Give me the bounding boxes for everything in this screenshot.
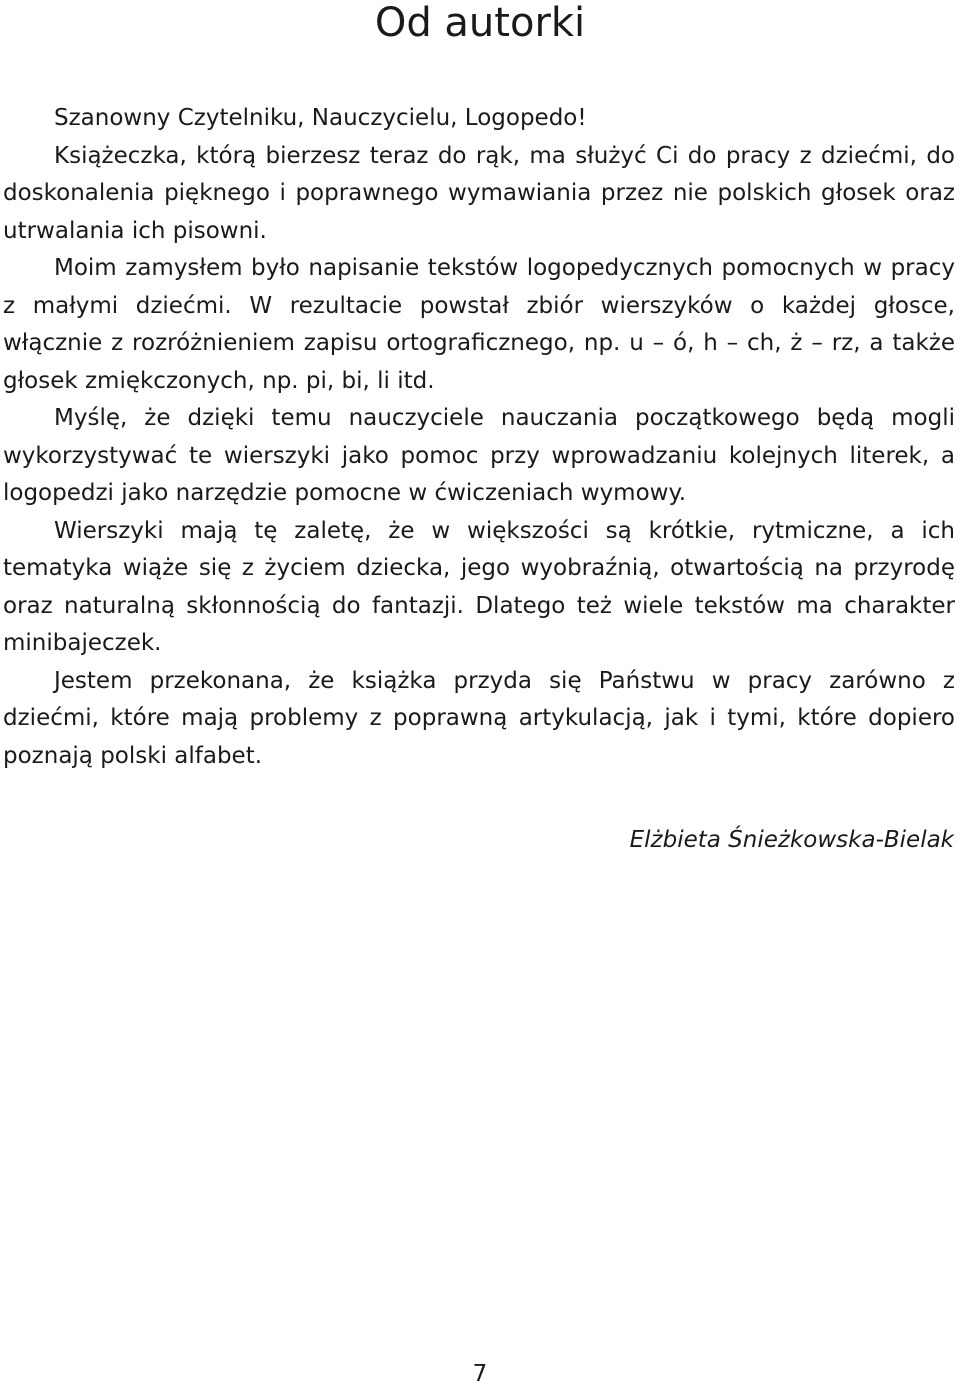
paragraph-intent: Moim zamysłem było napisanie tekstów logopedycznych pomocnych w pracy z małymi dziećmi. W rezultacie powstał zbiór wierszyków o każdej głosce, włącznie z rozróżnieniem zapisu ortograficznego, np. u – ó, h – ch, ż – rz, a także głosek zmiękczonych, np. pi, bi, li itd. bbox=[3, 255, 955, 394]
author-signature: Elżbieta Śnieżkowska-Bielak bbox=[629, 827, 954, 853]
paragraph-conclusion: Jestem przekonana, że książka przyda się Państwu w pracy zarówno z dziećmi, które mają problemy z poprawną artykulacją, jak i tymi, które dopiero poznają polski alfabet. bbox=[3, 667, 955, 769]
page-title: Od autorki bbox=[374, 0, 586, 46]
paragraph-advantages: Wierszyki mają tę zaletę, że w większości są krótkie, rytmiczne, a ich tematyka wiąże się z życiem dziecka, jego wyobraźnią, otwartością na przyrodę oraz naturalną skłonnością do fantazji. Dlatego też wiele tekstów ma charakter minibajeczek. bbox=[3, 517, 955, 656]
page-number: 7 bbox=[472, 1361, 488, 1387]
paragraph-purpose: Książeczka, którą bierzesz teraz do rąk, ma służyć Ci do pracy z dziećmi, do doskonalenia pięknego i poprawnego wymawiania przez nie polskich głosek oraz utrwalania ich pisowni. bbox=[3, 142, 955, 244]
paragraph-greeting: Szanowny Czytelniku, Nauczycielu, Logopedo! bbox=[54, 105, 587, 131]
body-text bbox=[3, 100, 955, 775]
paragraph-teachers: Myślę, że dzięki temu nauczyciele nauczania początkowego będą mogli wykorzystywać te wierszyki jako pomoc przy wprowadzaniu kolejnych literek, a logopedzi jako narzędzie pomocne w ćwiczeniach wymowy. bbox=[3, 405, 955, 506]
